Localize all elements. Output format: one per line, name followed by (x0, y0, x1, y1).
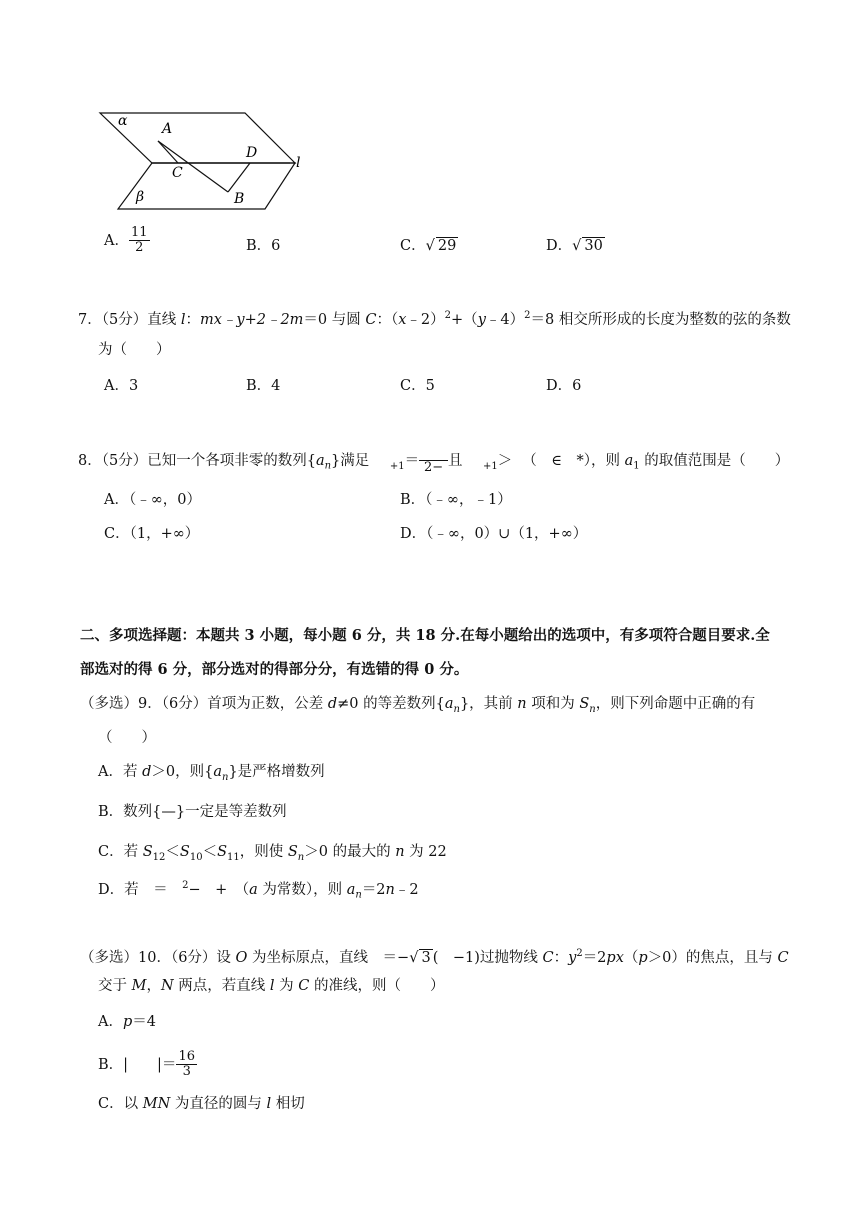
q7-stem-line2: 为（ ） (98, 342, 171, 358)
dihedral-angle-figure (90, 105, 320, 220)
q8-option-d[interactable]: D．（﹣∞，0）∪（1，+∞） (400, 526, 588, 542)
plane-beta (118, 163, 295, 209)
q10-stem: （多选）10．（6分）设 O 为坐标原点，直线 ＝−√ 3 ( −1)过抛物线 C：$y^2=2px(p>0)$的焦点，且与 C (80, 948, 789, 966)
q10-stem-line2: 交于 M，N 两点，若直线 l 为 C 的准线，则（ ） (98, 978, 445, 994)
section2-heading: 二、多项选择题：本题共 3 小题，每小题 6 分，共 18 分.在每小题给出的选项中，有多项符合题目要求.全 (80, 627, 770, 644)
q8-stem: 8．（5分）已知一个各项非零的数列$\{a_n\}$满足 $_{+1}$＝ 2− 且 $_{+1}$＞ （ ∈ *），则 $a_1$ 的取值范围是（ ） (78, 446, 789, 477)
q9-option-a[interactable]: A．若 d＞0，则$\{a_n\}$是严格增数列 (98, 764, 325, 783)
label-D: D (246, 145, 258, 161)
label-l: l (296, 155, 301, 171)
q6-option-a[interactable]: A． $\frac{11}{2}$ (104, 225, 148, 256)
q9-option-d[interactable]: D．若 ＝ $^2$− + （a 为常数），则 $a_n=2n﹣2$ (98, 880, 419, 901)
plane-alpha (100, 113, 295, 163)
label-B: B (234, 191, 245, 207)
q9-option-b[interactable]: B．数列{—}一定是等差数列 (98, 804, 287, 820)
label-C: C (172, 165, 183, 181)
q9-option-c[interactable]: C．若 $S_{12}<S_{10}<S_{11}$，则使 $S_n>0$ 的最大的 n 为 22 (98, 844, 447, 863)
fraction: 2− (419, 446, 448, 476)
q7-stem: 7．（5分）直线 l：mx﹣y+2﹣2m＝0 与圆 C：（x﹣2）$^2$+（y﹣4）$^2$＝8 相交所形成的长度为整数的弦的条数 (78, 310, 791, 328)
fraction: $\frac{16}{3}$ (178, 1049, 195, 1080)
q7-option-c[interactable]: C．5 (400, 378, 435, 394)
segment-AB (158, 141, 228, 192)
q9-stem: （多选）9．（6分）首项为正数，公差 d≠0 的等差数列$\{a_n\}$，其前 n 项和为 $S_n$，则下列命题中正确的有 (80, 696, 756, 715)
q7-option-a[interactable]: A．3 (104, 378, 139, 394)
section2-heading-line2: 部选对的得 6 分，部分选对的得部分分，有选错的得 0 分。 (80, 661, 469, 678)
q7-option-b[interactable]: B．4 (246, 378, 281, 394)
q8-option-a[interactable]: A．（﹣∞，0） (104, 492, 202, 508)
fraction: $\frac{11}{2}$ (130, 225, 148, 256)
label-alpha: α (118, 113, 128, 129)
label-A: A (162, 121, 173, 137)
q7-option-d[interactable]: D．6 (546, 378, 582, 394)
q8-option-b[interactable]: B．（﹣∞，﹣1） (400, 492, 512, 508)
q8-option-c[interactable]: C．（1，+∞） (104, 526, 200, 542)
q6-option-d[interactable]: D．√ 30 (546, 238, 603, 254)
q6-option-b[interactable]: B．6 (246, 238, 281, 254)
q9-stem-line2: （ ） (98, 730, 156, 746)
segment-BD (228, 163, 250, 192)
segment-AC (158, 141, 178, 163)
label-beta: β (136, 189, 145, 205)
q6-option-c[interactable]: C．√ 29 (400, 238, 457, 254)
q10-option-a[interactable]: A．p＝4 (98, 1014, 157, 1030)
q10-option-c[interactable]: C．以 MN 为直径的圆与 l 相切 (98, 1096, 305, 1112)
q10-option-b[interactable]: B．| |＝ $\frac{16}{3}$ (98, 1049, 195, 1080)
